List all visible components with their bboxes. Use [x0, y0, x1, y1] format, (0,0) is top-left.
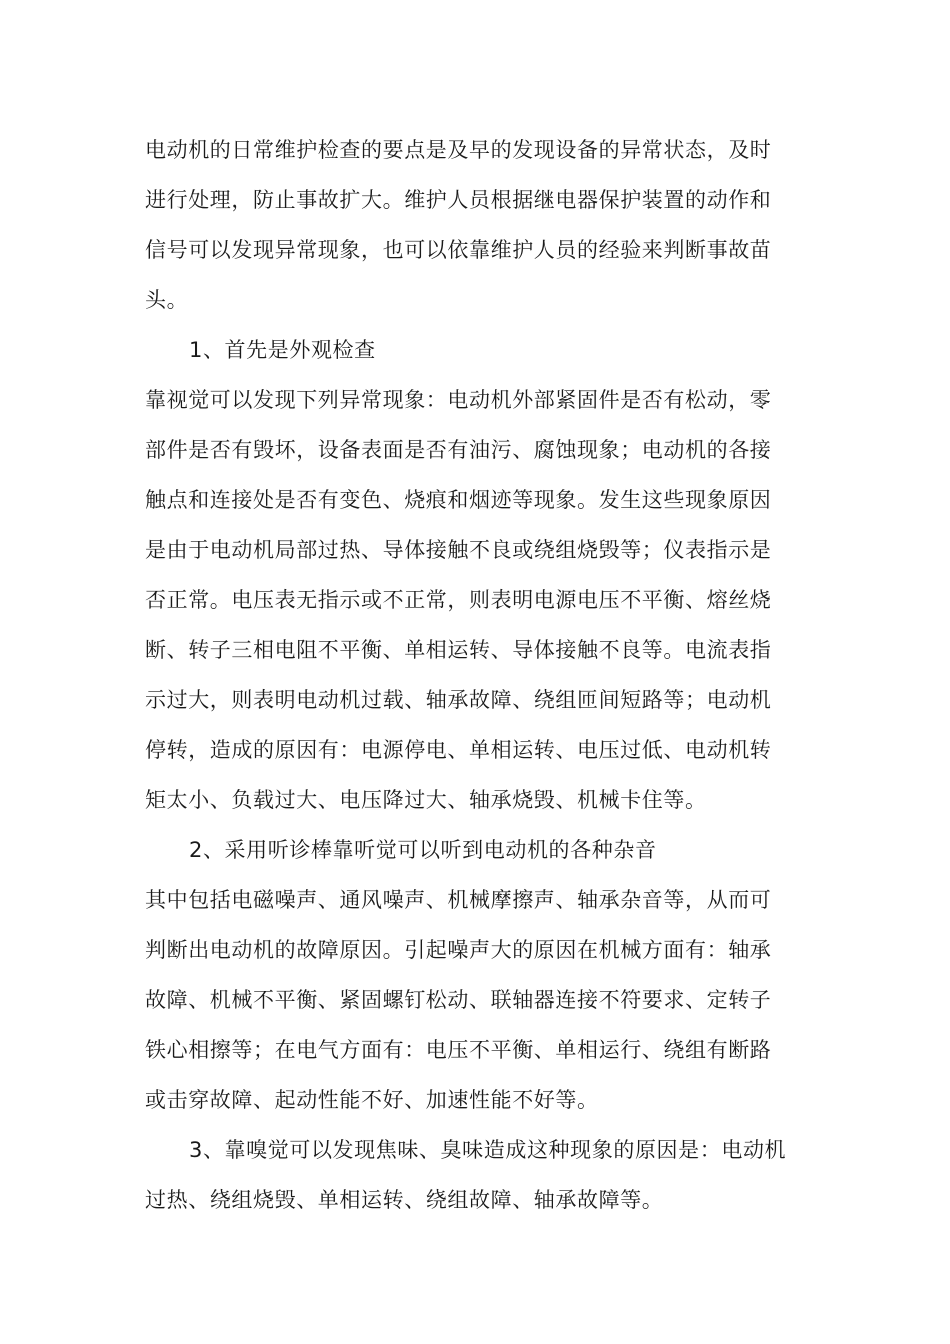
intro-paragraph: 电动机的日常维护检查的要点是及早的发现设备的异常状态，及时 进行处理，防止事故扩大。维护人员根据继电器保护装置的动作和 信号可以发现异常现象，也可以依靠维护人员的经验来判断事故苗 头。: [145, 138, 772, 312]
olfactory-inspection-paragraph: 3、靠嗅觉可以发现焦味、臭味造成这种现象的原因是：电动机 过热、绕组烧毁、单相运转、绕组故障、轴承故障等。: [145, 1138, 787, 1212]
visual-inspection-paragraph: 靠视觉可以发现下列异常现象：电动机外部紧固件是否有松动，零 部件是否有毁坏，设备表面是否有油污、腐蚀现象；电动机的各接 触点和连接处是否有变色、烧痕和烟迹等现象。发生这些现象原因 是由于电动机局部过热、导体接触不良或绕组烧毁等；仪表指示是 否正常。电压表无指示或不正常，则表明电源电压不平衡、熔丝烧 断、转子三相电阻不平衡、单相运转、导体接触不良等。电流表指 示过大，则表明电动机过载、轴承故障、绕组匝间短路等；电动机 停转，造成的原因有：电源停电、单相运转、电压过低、电动机转 矩太小、负载过大、电压降过大、轴承烧毁、机械卡住等。: [145, 388, 772, 812]
heading-visual-inspection: 1、首先是外观检查: [189, 338, 376, 362]
auditory-inspection-paragraph: 其中包括电磁噪声、通风噪声、机械摩擦声、轴承杂音等，从而可 判断出电动机的故障原因。引起噪声大的原因在机械方面有：轴承 故障、机械不平衡、紧固螺钉松动、联轴器连接不符要求、定转子 铁心相擦等；在电气方面有：电压不平衡、单相运行、绕组有断路 或击穿故障、起动性能不好、加速性能不好等。: [145, 888, 772, 1112]
heading-auditory-inspection: 2、采用听诊棒靠听觉可以听到电动机的各种杂音: [189, 838, 657, 862]
